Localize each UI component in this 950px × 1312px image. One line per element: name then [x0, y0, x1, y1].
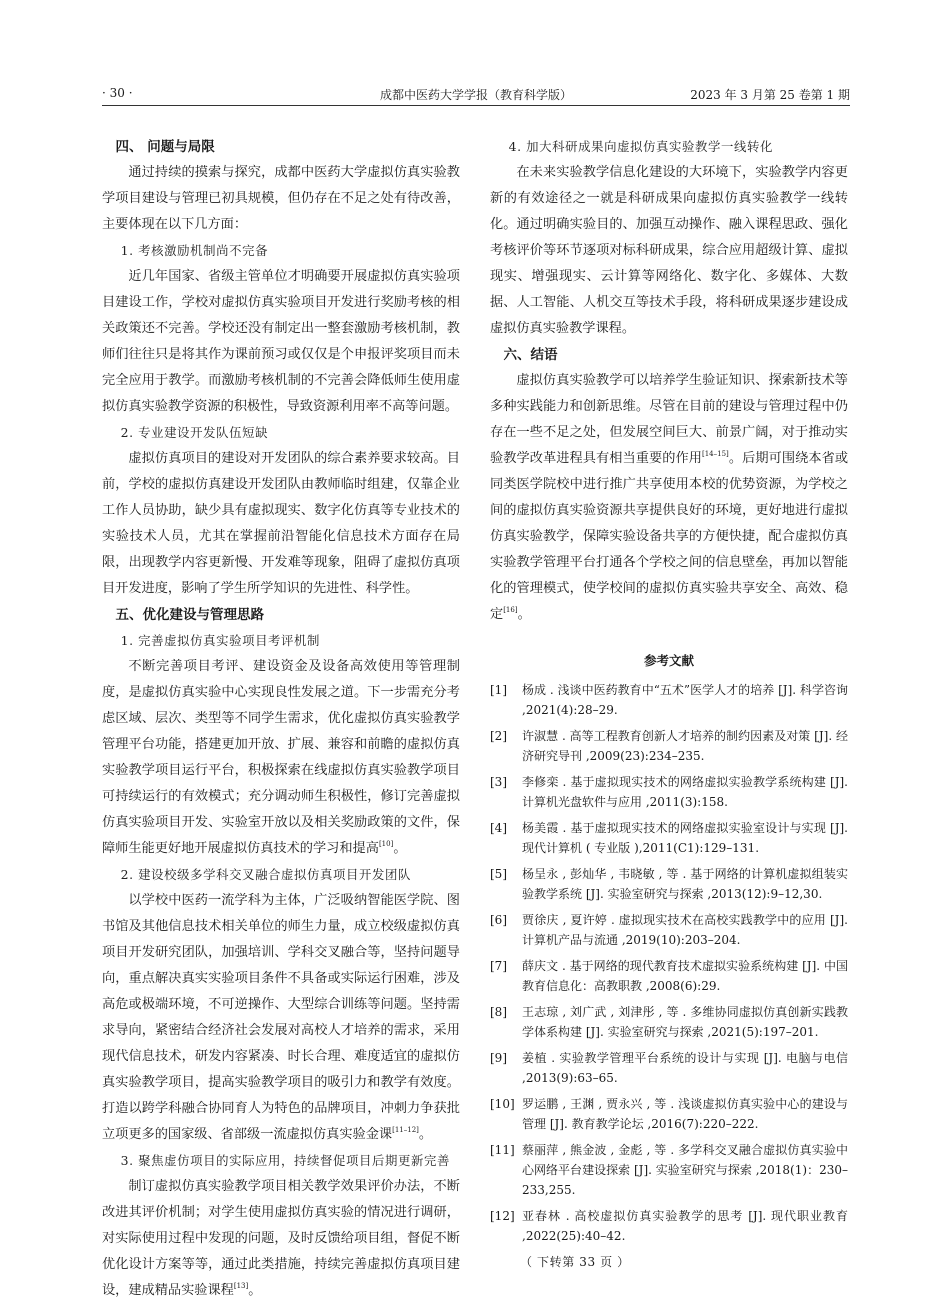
reference-text: 王志琼 , 刘广武 , 刘津彤 , 等 . 多维协同虚拟仿真创新实践教学体系构建 [J]. 实验室研究与探索 ,2021(5):197–201. — [522, 1005, 848, 1039]
section-5-subheading-3: 3. 聚焦虚仿项目的实际应用，持续督促项目后期更新完善 — [120, 1153, 450, 1168]
reference-list — [490, 680, 848, 1246]
reference-number: [9] — [490, 1051, 507, 1065]
reference-item — [490, 726, 848, 766]
section-5-paragraph-1 — [102, 654, 460, 862]
reference-text: 李修栾 . 基于虚拟现实技术的网络虚拟实验教学系统构建 [J]. 计算机光盘软件与应用 ,2011(3):158. — [522, 775, 848, 809]
continued-note: （ 下转第 33 页 ） — [520, 1255, 630, 1269]
paragraph-end: 。 — [393, 841, 407, 856]
section-5-subheading-1: 1. 完善虚拟仿真实验项目考评机制 — [120, 633, 321, 648]
section-5-subheading-4: 4. 加大科研成果向虚拟仿真实验教学一线转化 — [508, 139, 773, 154]
paragraph-text: 以学校中医药一流学科为主体，广泛吸纳智能医学院、图书馆及其他信息技术相关单位的师生力量，成立校级虚拟仿真项目开发研究团队，加强培训、学科交叉融合等，坚持问题导向，重点解决真实实验项目条件不具备或实际运行困难，涉及高危或极端环境，不可逆操作、大型综合训练等问题。坚持需求导向，紧密结合经济社会发展对高校人才培养的需求，采用现代信息技术，研发内容紧凑、时长合理、难度适宜的虚拟仿真实验教学项目，提高实验教学项目的吸引力和教学有效度。打造以跨学科融合协同育人为特色的品牌项目，冲刺力争获批立项更多的国家级、省部级一流虚拟仿真实验金课 — [102, 893, 460, 1142]
section-4-subheading-2: 2. 专业建设开发队伍短缺 — [120, 425, 269, 440]
left-column — [102, 134, 460, 1304]
reference-text: 贾徐庆 , 夏许婷 . 虚拟现实技术在高校实践教学中的应用 [J]. 计算机产品与流通 ,2019(10):203–204. — [522, 913, 848, 947]
section-6-title: 六、结语 — [503, 347, 558, 363]
reference-number: [12] — [490, 1209, 515, 1223]
reference-item — [490, 1002, 848, 1042]
reference-item — [490, 1140, 848, 1200]
reference-number: [2] — [490, 729, 507, 743]
reference-text: 亚春林 . 高校虚拟仿真实验教学的思考 [J]. 现代职业教育 ,2022(25):40–42. — [522, 1209, 848, 1243]
reference-text: 许淑慧 . 高等工程教育创新人才培养的制约因素及对策 [J]. 经济研究导刊 ,2009(23):234–235. — [522, 729, 848, 763]
reference-item — [490, 910, 848, 950]
citation: [10] — [378, 840, 394, 848]
section-4-subheading-1: 1. 考核激励机制尚不完备 — [120, 243, 269, 258]
reference-number: [1] — [490, 683, 507, 697]
reference-text: 杨呈永 , 彭灿华 , 韦晓敏 , 等 . 基于网络的计算机虚拟组装实验教学系统 [J]. 实验室研究与探索 ,2013(12):9–12,30. — [522, 867, 848, 901]
section-4-paragraph-2: 虚拟仿真项目的建设对开发团队的综合素养要求较高。目前，学校的虚拟仿真建设开发团队由教师临时组建，仅靠企业工作人员协助，缺少具有虚拟现实、数字化仿真等专业技术的实验技术人员，尤其在掌握前沿智能化信息技术方面存在局限，出现教学内容更新慢、开发难等现象，阻碍了虚拟仿真项目开发进度，影响了学生所学知识的先进性、科学性。 — [102, 451, 460, 596]
reference-item — [490, 1048, 848, 1088]
section-5-subheading-2: 2. 建设校级多学科交叉融合虚拟仿真项目开发团队 — [120, 867, 411, 882]
references-title: 参考文献 — [643, 653, 694, 668]
section-5-paragraph-3 — [102, 1174, 460, 1304]
reference-text: 姜植 . 实验教学管理平台系统的设计与实现 [J]. 电脑与电信 ,2013(9):63–65. — [522, 1051, 848, 1085]
section-5-title: 五、优化建设与管理思路 — [115, 607, 264, 623]
citation: [14–15] — [701, 450, 729, 458]
reference-item — [490, 1094, 848, 1134]
reference-item — [490, 864, 848, 904]
reference-number: [4] — [490, 821, 507, 835]
reference-number: [5] — [490, 867, 507, 881]
reference-text: 薛庆文 . 基于网络的现代教育技术虚拟实验系统构建 [J]. 中国教育信息化：高教职教 ,2008(6):29. — [522, 959, 848, 993]
paragraph-end: 。 — [248, 1283, 262, 1298]
running-header — [102, 86, 850, 110]
paragraph-text: 虚拟仿真实验教学可以培养学生验证知识、探索新技术等多种实践能力和创新思维。尽管在目前的建设与管理过程中仍存在一些不足之处，但发展空间巨大、前景广阔，对于推动实验教学改革进程具有相当重要的作用 — [490, 373, 848, 466]
section-5-paragraph-4: 在未来实验教学信息化建设的大环境下，实验教学内容更新的有效途径之一就是科研成果向虚拟仿真实验教学一线转化。通过明确实验目的、加强互动操作、融入课程思政、强化考核评价等环节逐项对标科研成果，综合应用超级计算、虚拟现实、增强现实、云计算等网络化、数字化、多媒体、大数据、人工智能、人机交互等技术手段，将科研成果逐步建设成虚拟仿真实验教学课程。 — [490, 165, 848, 336]
section-5-paragraph-2 — [102, 888, 460, 1148]
header-rule — [102, 105, 850, 106]
paragraph-end: 。 — [418, 1127, 433, 1142]
citation: [16] — [503, 606, 518, 614]
journal-title: 成都中医药大学学报（教育科学版） — [379, 88, 572, 102]
page-number: · 30 · — [102, 86, 133, 100]
paragraph-end: 。 — [517, 607, 531, 622]
reference-number: [8] — [490, 1005, 507, 1019]
reference-item — [490, 680, 848, 720]
reference-item — [490, 772, 848, 812]
section-4-paragraph-1: 近几年国家、省级主管单位才明确要开展虚拟仿真实验项目建设工作，学校对虚拟仿真实验项目开发进行奖励考核的相关政策还不完善。学校还没有制定出一整套激励考核机制，教师们往往只是将其作为课前预习或仅仅是个申报评奖项目而未完全应用于教学。而激励考核机制的不完善会降低师生使用虚拟仿真实验教学资源的积极性，导致资源利用率不高等问题。 — [102, 269, 460, 414]
reference-number: [6] — [490, 913, 507, 927]
paragraph-text: 。后期可围绕本省或同类医学院校中进行推广共享使用本校的优势资源，为学校之间的虚拟仿真实验资源共享提供良好的环境，更好地进行虚拟仿真实验教学，保障实验设备共享的方便快捷，配合虚拟仿真实验教学管理平台打通各个学校之间的信息壁垒，再加以智能化的管理模式，使学校间的虚拟仿真实验共享安全、高效、稳定 — [490, 451, 849, 622]
reference-item — [490, 818, 848, 858]
citation: [13] — [233, 1282, 249, 1290]
section-4-intro: 通过持续的摸索与探究，成都中医药大学虚拟仿真实验教学项目建设与管理已初具规模，但仍存在不足之处有待改善，主要体现在以下几方面： — [102, 165, 460, 232]
section-6-paragraph — [490, 368, 848, 628]
reference-text: 蔡丽萍 , 熊金波 , 金彪 , 等 . 多学科交叉融合虚拟仿真实验中心网络平台建设探索 [J]. 实验室研究与探索 ,2018(1)：230–233,255. — [522, 1143, 848, 1197]
reference-number: [10] — [490, 1097, 515, 1111]
reference-text: 杨美霞 . 基于虚拟现实技术的网络虚拟实验室设计与实现 [J]. 现代计算机 ( 专业版 ),2011(C1):129–131. — [522, 821, 848, 855]
section-4-title: 四、 问题与局限 — [115, 139, 215, 155]
citation: [11–12] — [392, 1126, 419, 1134]
reference-text: 罗运鹏 , 王渊 , 贾永兴 , 等 . 浅谈虚拟仿真实验中心的建设与管理 [J]. 教育教学论坛 ,2016(7):220–222. — [522, 1097, 848, 1131]
paragraph-text: 不断完善项目考评、建设资金及设备高效使用等管理制度，是虚拟仿真实验中心实现良性发展之道。下一步需充分考虑区域、层次、类型等不同学生需求，优化虚拟仿真实验教学管理平台功能，搭建更加开放、扩展、兼容和前瞻的虚拟仿真实验教学项目运行平台，积极探索在线虚拟仿真实验教学项目可持续运行的有效模式；充分调动师生积极性，修订完善虚拟仿真实验项目开发、实验室开放以及相关奖励政策的文件，保障师生能更好地开展虚拟仿真技术的学习和提高 — [102, 659, 460, 856]
reference-number: [11] — [490, 1143, 515, 1157]
right-column — [490, 134, 848, 1272]
issue-info: 2023 年 3 月第 25 卷第 1 期 — [690, 88, 850, 102]
reference-text: 杨成 . 浅谈中医药教育中“五术”医学人才的培养 [J]. 科学咨询 ,2021(4):28–29. — [522, 683, 848, 717]
reference-item — [490, 956, 848, 996]
reference-item — [490, 1206, 848, 1246]
reference-number: [7] — [490, 959, 507, 973]
paragraph-text: 制订虚拟仿真实验教学项目相关教学效果评价办法，不断改进其评价机制；对学生使用虚拟仿真实验的情况进行调研，对实际使用过程中发现的问题，及时反馈给项目组，督促不断优化设计方案等等，通过此类措施，持续完善虚拟仿真项目建设，建成精品实验课程 — [102, 1179, 460, 1298]
reference-number: [3] — [490, 775, 507, 789]
